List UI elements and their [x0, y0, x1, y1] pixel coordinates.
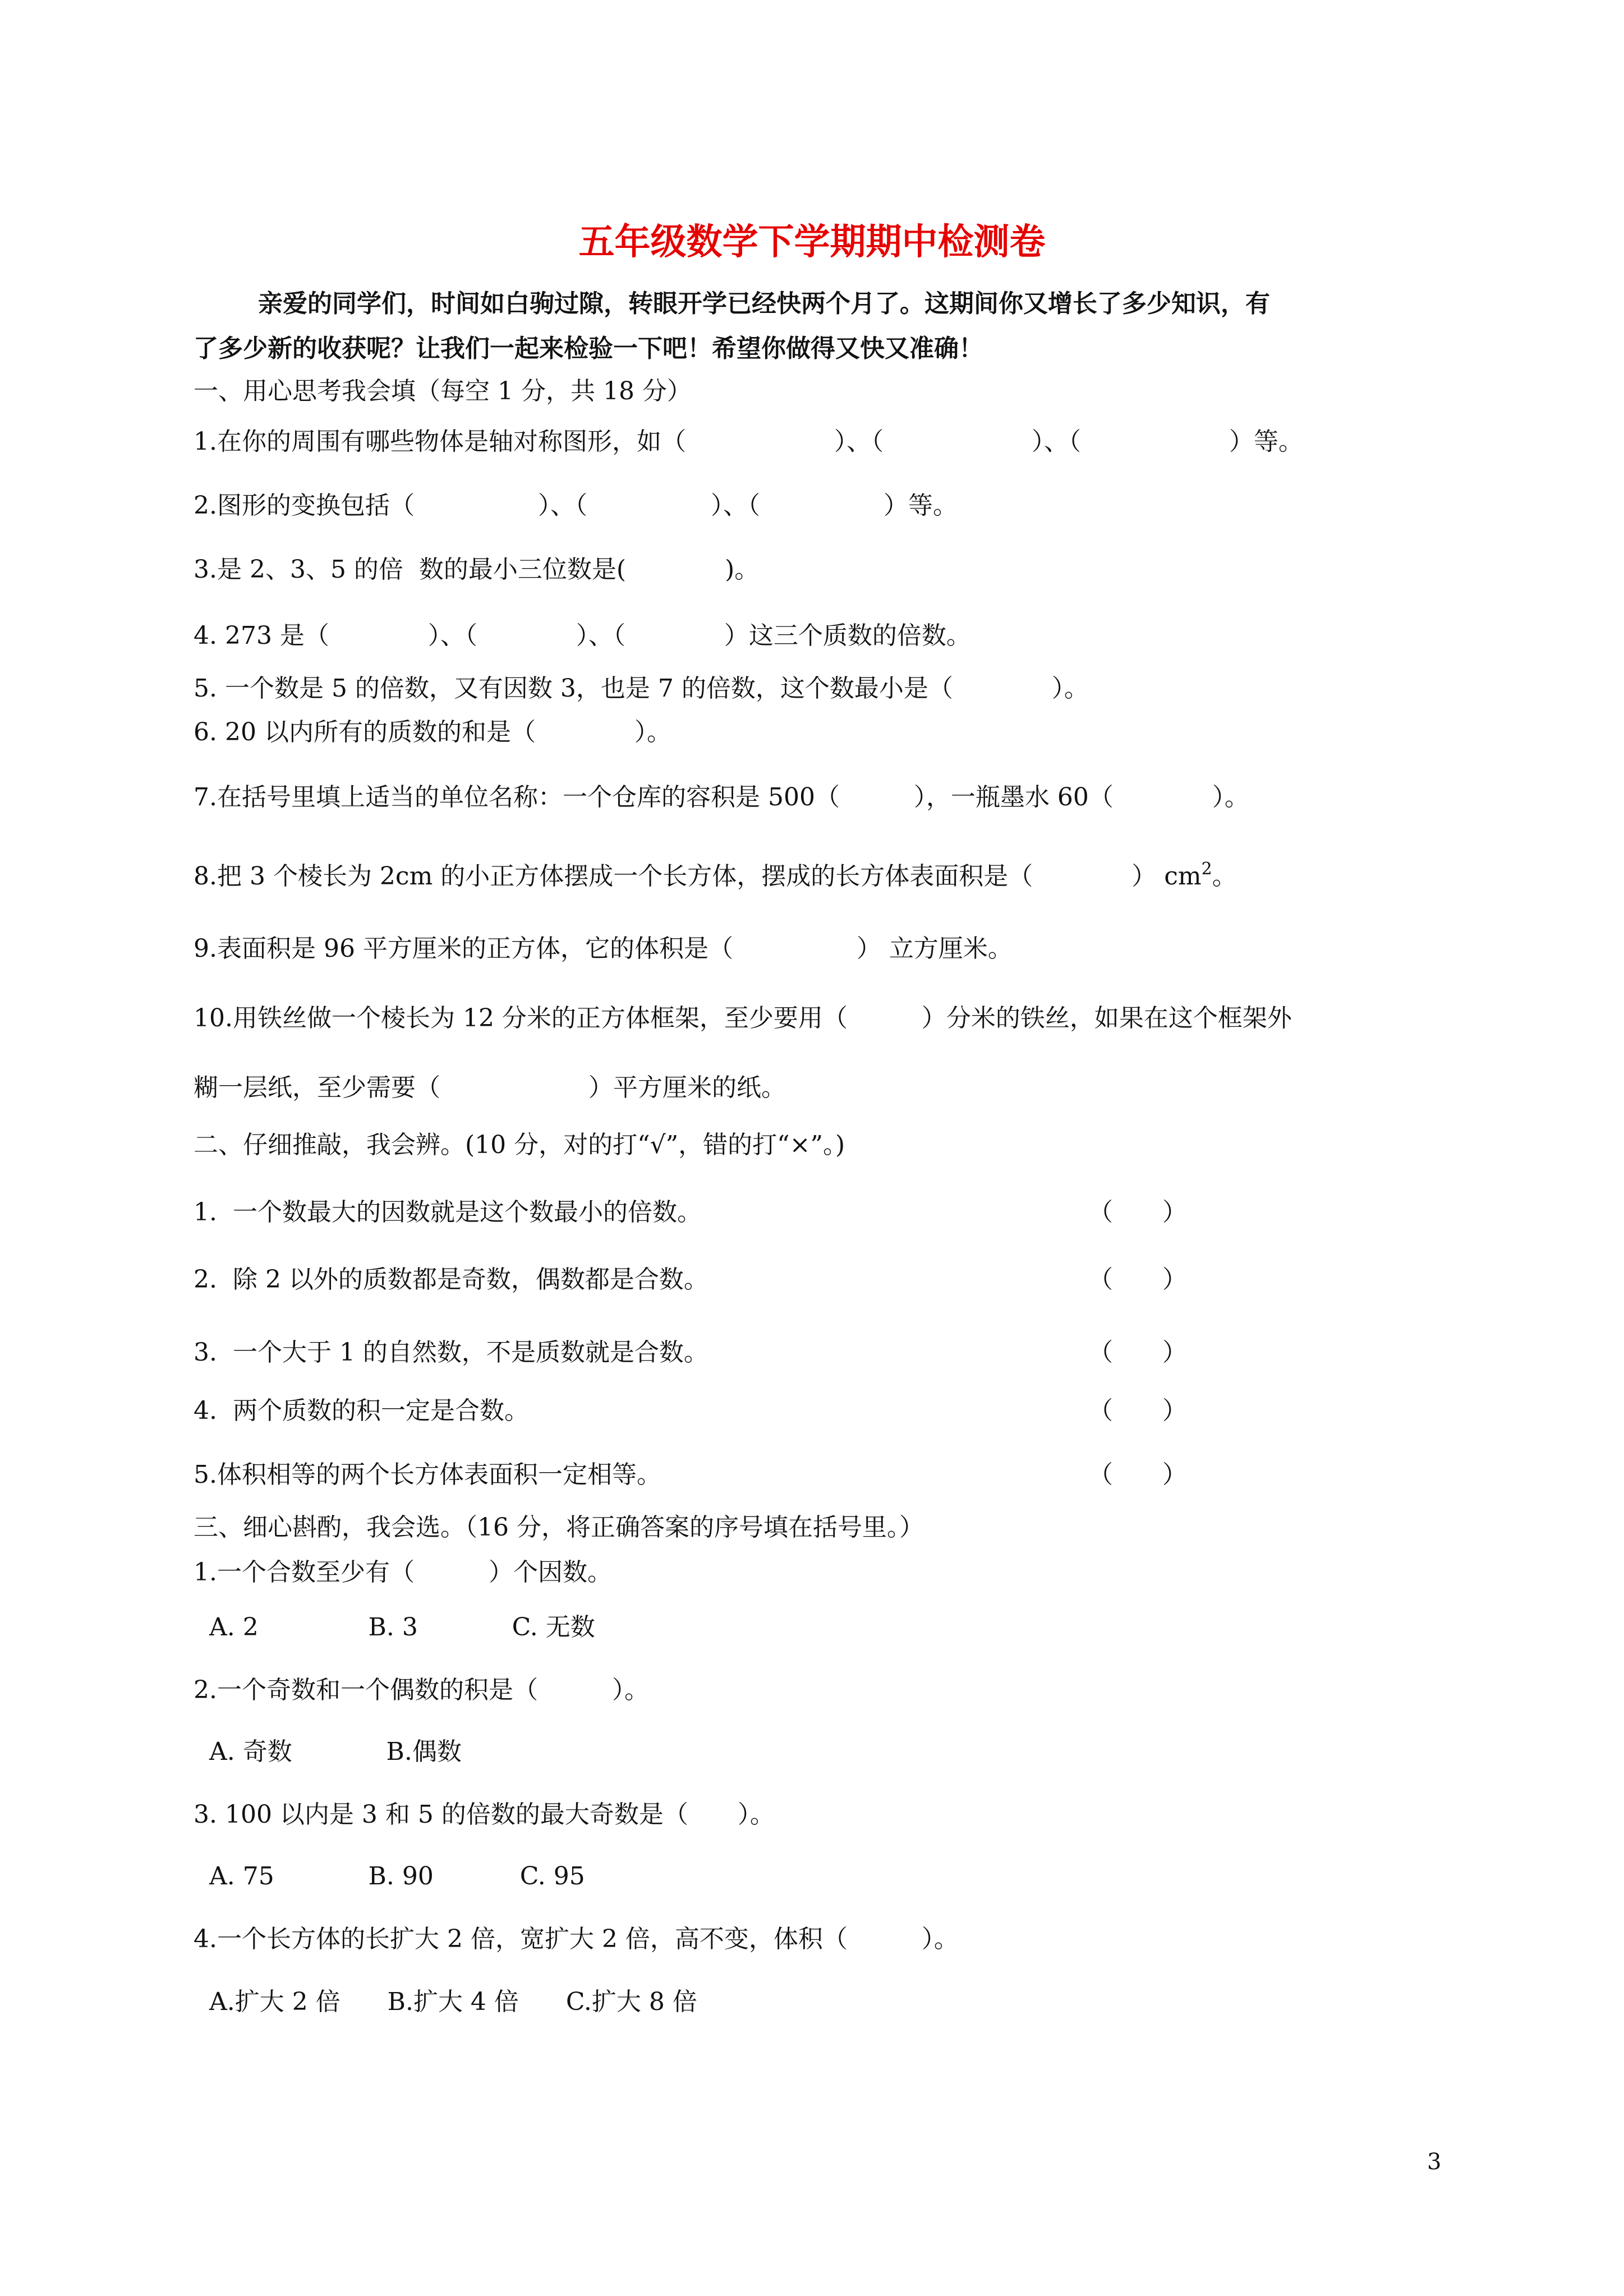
judge-question-3: 3. 一个大于 1 的自然数，不是质数就是合数。: [194, 1338, 709, 1367]
page-number: 3: [1427, 2149, 1442, 2175]
judge-question-1: 1. 一个数最大的因数就是这个数最小的倍数。: [194, 1198, 702, 1227]
intro-line-2: 了多少新的收获呢？让我们一起来检验一下吧！希望你做得又快又准确！: [194, 334, 983, 363]
fill-question-8: 8.把 3 个棱长为 2cm 的小正方体摆成一个长方体，摆成的长方体表面积是（ ） $cm^2$。: [194, 859, 1237, 891]
choice-question-2: 2.一个奇数和一个偶数的积是（ ）。: [194, 1676, 649, 1704]
choice-options-4: A.扩大 2 倍 B.扩大 4 倍 C.扩大 8 倍: [194, 1988, 697, 2016]
fill-question-6: 6. 20 以内所有的质数的和是（ ）。: [194, 718, 671, 746]
choice-options-2: A. 奇数 B.偶数: [194, 1737, 462, 1766]
section3-heading: 三、细心斟酌，我会选。（16 分，将正确答案的序号填在括号里。）: [194, 1513, 924, 1542]
choice-question-4: 4.一个长方体的长扩大 2 倍，宽扩大 2 倍，高不变，体积（ ）。: [194, 1925, 959, 1953]
fill-question-3: 3.是 2、3、5 的倍 数的最小三位数是( )。: [194, 555, 760, 584]
answer-paren: （ ）: [1088, 1460, 1187, 1489]
answer-paren: （ ）: [1088, 1338, 1187, 1367]
choice-question-3: 3. 100 以内是 3 和 5 的倍数的最大奇数是（ ）。: [194, 1800, 775, 1829]
fill-question-10-line-1: 10.用铁丝做一个棱长为 12 分米的正方体框架，至少要用（ ）分米的铁丝，如果在这个框架外: [194, 1004, 1292, 1032]
judge-question-5: 5.体积相等的两个长方体表面积一定相等。: [194, 1460, 661, 1489]
choice-options-1: A. 2 B. 3 C. 无数: [194, 1613, 595, 1642]
answer-paren: （ ）: [1088, 1396, 1187, 1425]
section2-heading: 二、仔细推敲，我会辨。(10 分，对的打“√”，错的打“×”。): [194, 1131, 845, 1159]
fill-question-5: 5. 一个数是 5 的倍数，又有因数 3，也是 7 的倍数，这个数最小是（ ）。: [194, 674, 1089, 703]
intro-line-1: 亲爱的同学们，时间如白驹过隙，转眼开学已经快两个月了。这期间你又增长了多少知识，有: [258, 289, 1270, 318]
fill-question-10-line-2: 糊一层纸，至少需要（ ）平方厘米的纸。: [194, 1073, 786, 1102]
superscript-2: 2: [1201, 859, 1212, 879]
section1-heading: 一、用心思考我会填（每空 1 分，共 18 分）: [194, 377, 692, 405]
fill-question-9: 9.表面积是 96 平方厘米的正方体，它的体积是（ ） 立方厘米。: [194, 934, 1013, 963]
fill-question-7: 7.在括号里填上适当的单位名称：一个仓库的容积是 500（ ），一瓶墨水 60（ ）。: [194, 783, 1249, 812]
fill-question-1: 1.在你的周围有哪些物体是轴对称图形，如（ ）、（ ）、（ ）等。: [194, 427, 1303, 456]
choice-question-1: 1.一个合数至少有（ ）个因数。: [194, 1558, 612, 1587]
judge-question-2: 2. 除 2 以外的质数都是奇数，偶数都是合数。: [194, 1265, 709, 1294]
choice-options-3: A. 75 B. 90 C. 95: [194, 1862, 585, 1891]
answer-paren: （ ）: [1088, 1198, 1187, 1227]
fill-question-4: 4. 273 是（ ）、（ ）、（ ）这三个质数的倍数。: [194, 621, 971, 650]
answer-paren: （ ）: [1088, 1265, 1187, 1294]
page-title: 五年级数学下学期期中检测卷: [578, 221, 1046, 263]
fill-question-2: 2.图形的变换包括（ ）、（ ）、（ ）等。: [194, 491, 958, 520]
judge-question-4: 4. 两个质数的积一定是合数。: [194, 1396, 529, 1425]
